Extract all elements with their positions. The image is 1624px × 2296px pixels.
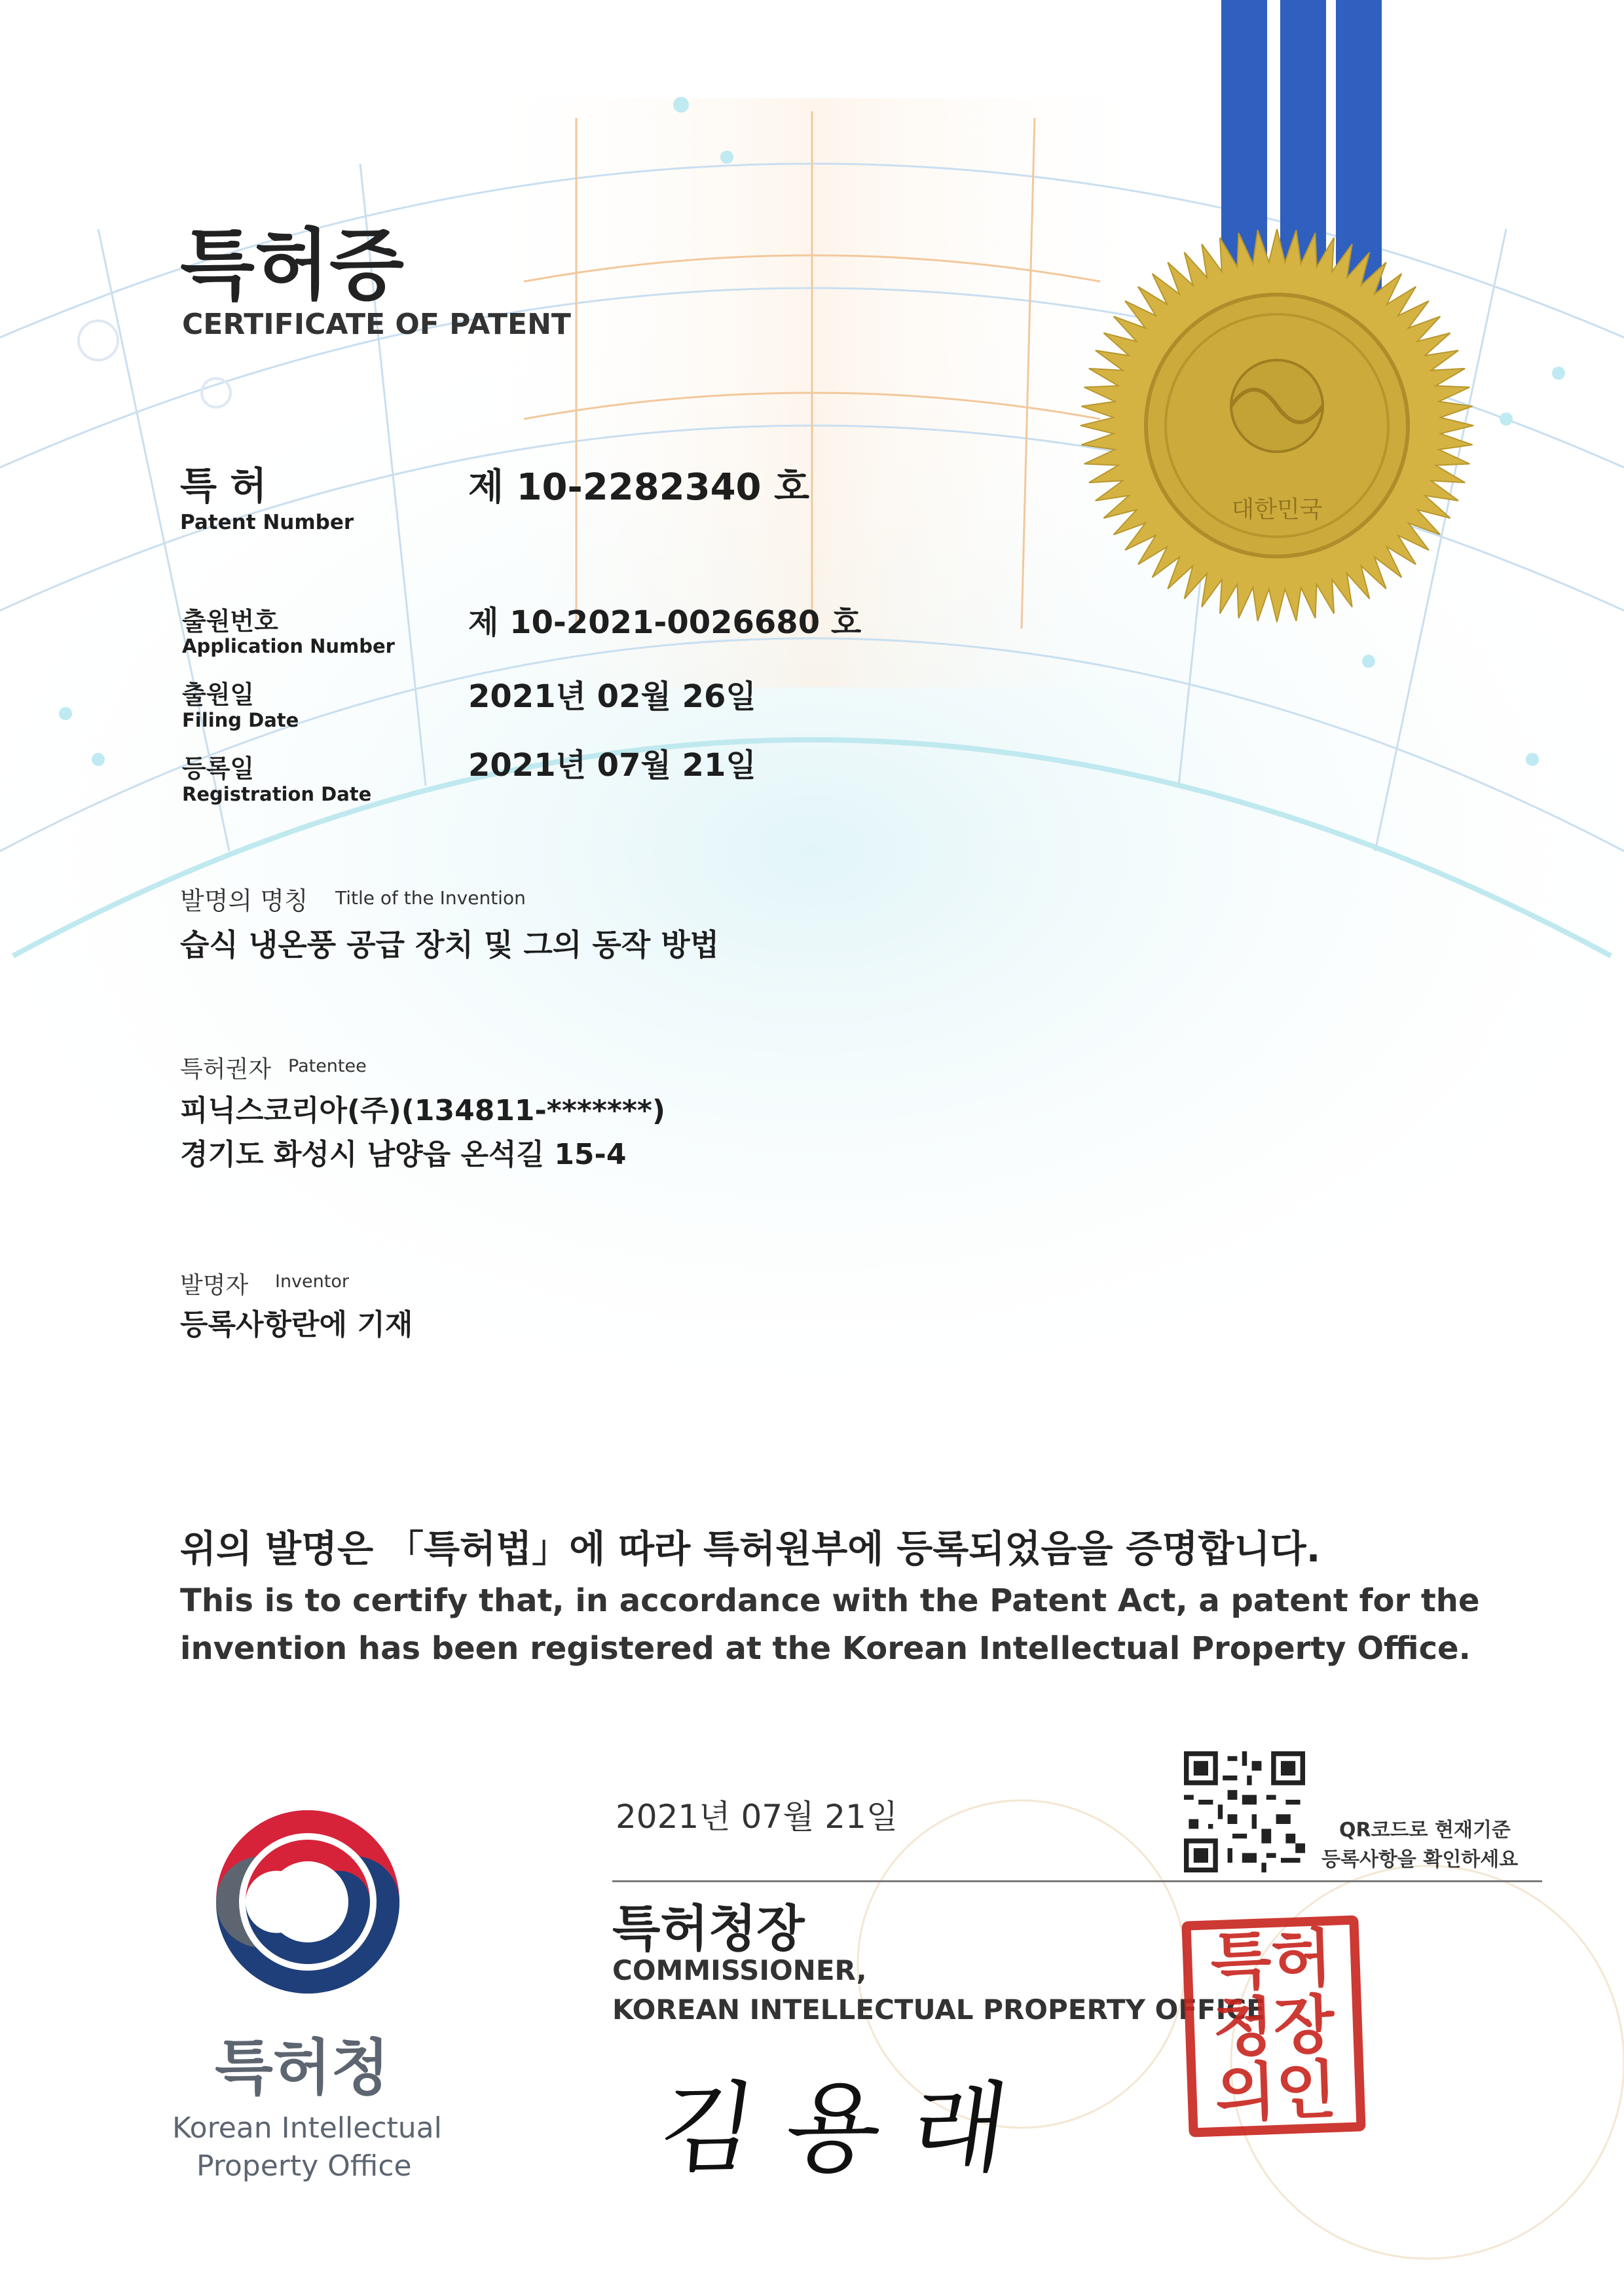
commissioner-title-en-line1: COMMISSIONER, xyxy=(612,1954,867,1986)
application-number-value: 제 10-2021-0026680 호 xyxy=(468,604,862,641)
filing-date-label: 출원일 xyxy=(182,680,255,709)
patentee-name: 피닉스코리아(주)(134811-*******) xyxy=(180,1094,665,1127)
seal-text: 대한민국 xyxy=(1231,496,1323,523)
official-seal-stamp: 특허청장의인 xyxy=(1181,1915,1365,2137)
patent-number-label-en: Patent Number xyxy=(180,511,354,534)
patentee-address: 경기도 화성시 남양읍 온석길 15-4 xyxy=(180,1138,627,1171)
filing-date-label-en: Filing Date xyxy=(182,709,299,731)
office-name-en-line1: Korean Intellectual xyxy=(172,2111,442,2145)
qr-code[interactable] xyxy=(1184,1751,1305,1872)
certificate-title-en: CERTIFICATE OF PATENT xyxy=(182,308,571,341)
filing-date-value: 2021년 02월 26일 xyxy=(468,678,756,715)
patent-number-value: 제 10-2282340 호 xyxy=(468,466,810,509)
statement-ko: 위의 발명은 「특허법」에 따라 특허원부에 등록되었음을 증명합니다. xyxy=(180,1527,1321,1571)
patent-number-label: 특 허 xyxy=(180,464,267,508)
commissioner-signature: 김 용 래 xyxy=(652,2072,1016,2186)
certificate-title-ko: 특허증 xyxy=(180,220,404,310)
taegeuk-logo-icon xyxy=(210,1804,406,2000)
qr-note-line2: 등록사항을 확인하세요 xyxy=(1321,1848,1519,1871)
application-number-label-en: Application Number xyxy=(182,635,395,657)
invention-title-label: 발명의 명칭 xyxy=(180,886,308,915)
signature-divider xyxy=(612,1880,1542,1882)
invention-title-value: 습식 냉온풍 공급 장치 및 그의 동작 방법 xyxy=(180,927,720,962)
patentee-label: 특허권자 xyxy=(180,1056,272,1083)
statement-en-line1: This is to certify that, in accordance with the Patent Act, a patent for the xyxy=(180,1582,1480,1619)
gold-seal xyxy=(1074,223,1480,629)
patentee-label-en: Patentee xyxy=(288,1056,367,1076)
statement-en-line2: invention has been registered at the Korean Intellectual Property Office. xyxy=(180,1630,1471,1667)
invention-title-label-en: Title of the Invention xyxy=(335,887,526,909)
registration-date-label: 등록일 xyxy=(182,754,255,783)
commissioner-title-ko: 특허청장 xyxy=(612,1899,805,1958)
office-name-en-line2: Property Office xyxy=(196,2149,412,2183)
qr-note-line1: QR코드로 현재기준 xyxy=(1339,1819,1511,1842)
application-number-label: 출원번호 xyxy=(182,607,278,636)
inventor-label-en: Inventor xyxy=(275,1271,349,1292)
registration-date-value: 2021년 07월 21일 xyxy=(468,747,756,784)
commissioner-title-en-line2: KOREAN INTELLECTUAL PROPERTY OFFICE xyxy=(612,1994,1265,2026)
issue-date: 2021년 07월 21일 xyxy=(616,1798,898,1836)
inventor-value: 등록사항란에 기재 xyxy=(180,1308,413,1341)
inventor-label: 발명자 xyxy=(180,1272,249,1299)
registration-date-label-en: Registration Date xyxy=(182,783,372,805)
office-name-ko: 특허청 xyxy=(215,2033,390,2103)
